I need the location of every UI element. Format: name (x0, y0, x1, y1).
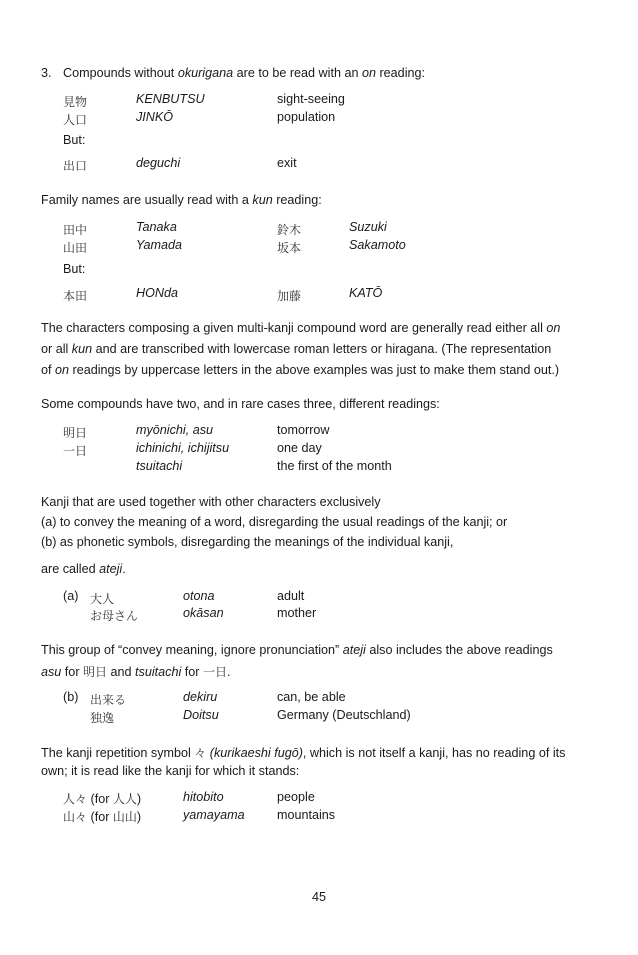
table-cell-reading: KENBUTSU (136, 92, 205, 106)
table-cell-reading: JINKŌ (136, 110, 174, 124)
list-label-b: (b) (63, 690, 79, 704)
paragraph-line: This group of “convey meaning, ignore pronunciation” ateji also includes the above readings (41, 643, 553, 657)
but-label: But: (63, 262, 86, 276)
table-cell-kanji: 田中 (63, 223, 88, 237)
paragraph-line: of on readings by uppercase letters in the above examples was just to make them stand out.) (41, 363, 560, 377)
table-cell-reading: deguchi (136, 156, 181, 170)
table-cell-meaning: can, be able (277, 690, 346, 704)
table-cell-reading: Yamada (136, 238, 182, 252)
table-cell-reading: Suzuki (349, 220, 387, 234)
table-cell-kanji: 大人 (90, 592, 115, 606)
ateji-line: (a) to convey the meaning of a word, disregarding the usual readings of the kanji; or (41, 515, 508, 529)
table-cell-reading: Doitsu (183, 708, 219, 722)
table-cell-meaning: population (277, 110, 336, 124)
section3-heading: Compounds without okurigana are to be read with an on reading: (63, 66, 425, 80)
table-cell-reading: myōnichi, asu (136, 423, 213, 437)
table-cell-meaning: the first of the month (277, 459, 392, 473)
table-cell-reading: dekiru (183, 690, 218, 704)
table-cell-kanji: 本田 (63, 289, 88, 303)
table-cell-kanji: 出来る (90, 693, 127, 707)
table-cell-kanji: 鈴木 (277, 223, 302, 237)
but-label: But: (63, 133, 86, 147)
paragraph-line: own; it is read like the kanji for which it stands: (41, 764, 300, 778)
paragraph-line: asu for 明日 and tsuitachi for 一日. (41, 665, 231, 679)
table-cell-reading: ichinichi, ichijitsu (136, 441, 230, 455)
table-cell-kanji: 独逸 (90, 711, 115, 725)
table-cell-reading: KATŌ (349, 286, 383, 300)
ateji-line: are called ateji. (41, 562, 126, 576)
table-cell-kanji: 山々 (for 山山) (63, 810, 142, 824)
table-cell-meaning: mother (277, 606, 317, 620)
table-cell-reading: HONda (136, 286, 178, 300)
page-number: 45 (311, 890, 326, 904)
table-cell-kanji: 坂本 (277, 241, 302, 255)
table-cell-kanji: 一日 (63, 444, 88, 458)
table-cell-kanji: 人口 (63, 113, 88, 127)
table-cell-meaning: mountains (277, 808, 336, 822)
table-cell-meaning: one day (277, 441, 322, 455)
table-cell-reading: Sakamoto (349, 238, 406, 252)
paragraph-line: The characters composing a given multi-kanji compound word are generally read either all on (41, 321, 561, 335)
table-cell-meaning: sight-seeing (277, 92, 345, 106)
ateji-line: Kanji that are used together with other characters exclusively (41, 495, 381, 509)
table-cell-reading: okāsan (183, 606, 224, 620)
table-cell-kanji: 明日 (63, 426, 88, 440)
paragraph-line: The kanji repetition symbol 々 (kurikaeshi fugō), which is not itself a kanji, has no reading of its (41, 746, 566, 760)
table-cell-kanji: 加藤 (277, 289, 302, 303)
table-cell-kanji: 出口 (63, 159, 88, 173)
table-cell-meaning: people (277, 790, 315, 804)
table-cell-reading: yamayama (183, 808, 245, 822)
table-cell-kanji: 見物 (63, 95, 88, 109)
multi-heading: Some compounds have two, and in rare cases three, different readings: (41, 397, 440, 411)
family-heading: Family names are usually read with a kun reading: (41, 193, 322, 207)
table-cell-reading: otona (183, 589, 215, 603)
table-cell-kanji: 山田 (63, 241, 88, 255)
table-cell-reading: Tanaka (136, 220, 177, 234)
ateji-line: (b) as phonetic symbols, disregarding the meanings of the individual kanji, (41, 535, 454, 549)
paragraph-line: or all kun and are transcribed with lowercase roman letters or hiragana. (The representation (41, 342, 552, 356)
table-cell-meaning: adult (277, 589, 305, 603)
table-cell-reading: hitobito (183, 790, 224, 804)
table-cell-kanji: お母さん (90, 609, 139, 623)
table-cell-meaning: Germany (Deutschland) (277, 708, 411, 722)
table-cell-meaning: tomorrow (277, 423, 330, 437)
table-cell-reading: tsuitachi (136, 459, 183, 473)
list-label-a: (a) (63, 589, 79, 603)
section3-number: 3. (41, 66, 52, 80)
table-cell-kanji: 人々 (for 人人) (63, 792, 142, 806)
table-cell-meaning: exit (277, 156, 297, 170)
